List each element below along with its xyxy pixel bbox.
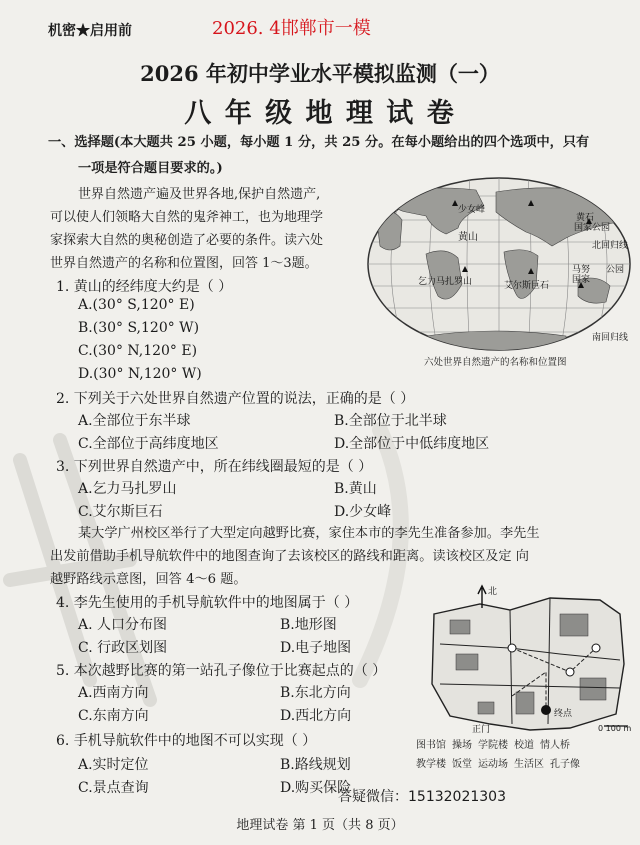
option-a[interactable]: A.(30° S,120° E) xyxy=(78,297,195,313)
option-c[interactable]: C. 行政区划图 xyxy=(78,640,168,656)
option-b[interactable]: B.黄山 xyxy=(334,481,377,497)
option-c[interactable]: C.(30° N,120° E) xyxy=(78,343,198,359)
world-heritage-map xyxy=(366,176,632,368)
contact-info: 答疑微信：15132021303 xyxy=(338,789,506,805)
legend-campus-road: 校道 xyxy=(514,740,534,751)
end-label: 终点 xyxy=(554,709,573,719)
option-c[interactable]: C.艾尔斯巨石 xyxy=(78,504,163,520)
map-label-tropic-capricorn: 南回归线 xyxy=(592,333,629,343)
passage-line: 出发前借助手机导航软件中的地图查询了去该校区的路线和距离。读该校区及定 向 xyxy=(50,549,529,564)
option-b[interactable]: B.地形图 xyxy=(280,617,337,633)
option-b[interactable]: B.路线规划 xyxy=(280,757,351,773)
question-stem: 2. 下列关于六处世界自然遗产位置的说法，正确的是（ ） xyxy=(56,391,415,407)
passage-line: 可以使人们领略大自然的鬼斧神工，也为地理学 xyxy=(50,210,324,225)
question-stem: 3. 下列世界自然遗产中，所在纬线圈最短的是（ ） xyxy=(56,459,373,475)
secret-tag: 机密★启用前 xyxy=(48,23,132,39)
passage-line: 家探索大自然的奥秘创造了必要的条件。读六处 xyxy=(50,233,324,248)
passage-line: 世界自然遗产遍及世界各地,保护自然遗产, xyxy=(78,187,321,202)
exam-subtitle: 八 年 级 地 理 试 卷 xyxy=(184,98,456,129)
legend-canteen: 饭堂 xyxy=(452,759,472,770)
question-stem: 5. 本次越野比赛的第一站孔子像位于比赛起点的（ ） xyxy=(56,663,387,679)
passage-line: 越野路线示意图，回答 4～6 题。 xyxy=(50,572,247,587)
source-tag: 2026. 4邯郸市一模 xyxy=(212,18,371,39)
legend-college-building: 学院楼 xyxy=(478,740,508,751)
option-b[interactable]: B.(30° S,120° W) xyxy=(78,320,200,336)
option-c[interactable]: C.景点查询 xyxy=(78,780,149,796)
page-footer: 地理试卷 第 1 页（共 8 页） xyxy=(236,818,404,833)
campus-map-legend xyxy=(416,736,636,770)
question-stem: 4. 李先生使用的手机导航软件中的地图属于（ ） xyxy=(56,595,359,611)
campus-route-map xyxy=(416,584,634,774)
question-stem: 6. 手机导航软件中的地图不可以实现（ ） xyxy=(56,733,317,749)
legend-confucius-statue: 孔子像 xyxy=(550,759,580,770)
legend-lovers-bridge: 情人桥 xyxy=(540,740,570,751)
gate-label: 正门 xyxy=(472,725,491,734)
option-a[interactable]: A.实时定位 xyxy=(78,757,149,773)
north-label: 北 xyxy=(488,587,498,597)
map-label-tropic-cancer: 北回归线 xyxy=(592,241,629,251)
option-c[interactable]: C.全部位于高纬度地区 xyxy=(78,436,219,452)
legend-living-area: 生活区 xyxy=(514,759,544,770)
world-map-caption: 六处世界自然遗产的名称和位置图 xyxy=(424,357,567,368)
section-instructions-line2: 一项是符合题目要求的。) xyxy=(78,161,223,176)
world-map-graphic xyxy=(366,176,632,352)
option-c[interactable]: C.东南方向 xyxy=(78,708,149,724)
option-a[interactable]: A.西南方向 xyxy=(78,685,149,701)
option-a[interactable]: A.乞力马扎罗山 xyxy=(78,481,177,497)
option-b[interactable]: B.全部位于北半球 xyxy=(334,413,447,429)
passage-line: 某大学广州校区举行了大型定向越野比赛，家住本市的李先生准备参加。李先生 xyxy=(78,526,540,541)
option-d[interactable]: D.西北方向 xyxy=(280,708,352,724)
option-b[interactable]: B.东北方向 xyxy=(280,685,351,701)
map-label-manu-2: 国家 xyxy=(572,275,591,285)
scale-label: 0 100 m xyxy=(598,724,632,733)
passage-line: 世界自然遗产的名称和位置图，回答 1～3题。 xyxy=(50,256,318,271)
option-a[interactable]: A.全部位于东半球 xyxy=(78,413,191,429)
option-a[interactable]: A. 人口分布图 xyxy=(78,617,168,633)
legend-library: 图书馆 xyxy=(416,740,446,751)
option-d[interactable]: D.(30° N,120° W) xyxy=(78,366,202,382)
section-instructions-line1: 一、选择题(本大题共 25 小题，每小题 1 分，共 25 分。在每小题给出的四个选项中，只有 xyxy=(48,135,590,150)
question-stem: 1. 黄山的经纬度大约是（ ） xyxy=(56,279,233,295)
legend-sports-field: 运动场 xyxy=(478,759,508,770)
option-d[interactable]: D.电子地图 xyxy=(280,640,352,656)
option-d[interactable]: D.购买保险 xyxy=(280,780,352,796)
map-label-kilimanjaro: 乞力马扎罗山 xyxy=(418,277,473,287)
legend-teaching-building: 教学楼 xyxy=(416,759,446,770)
map-label-manu-3: 公园 xyxy=(606,265,625,275)
option-d[interactable]: D.全部位于中低纬度地区 xyxy=(334,436,490,452)
map-label-manu: 马努 xyxy=(572,265,591,275)
option-d[interactable]: D.少女峰 xyxy=(334,504,392,520)
map-label-national-park: 国家公园 xyxy=(574,223,611,233)
legend-playground: 操场 xyxy=(452,740,472,751)
map-label-uluru: 艾尔斯巨石 xyxy=(504,281,550,291)
map-label-yellowstone: 黄石 xyxy=(576,213,595,223)
campus-map-graphic xyxy=(420,584,634,734)
map-label-huangshan: 黄山 xyxy=(458,232,478,243)
map-label-jungfrau: 少女峰 xyxy=(458,205,486,215)
exam-title: 2026 年初中学业水平模拟监测（一） xyxy=(140,61,500,86)
